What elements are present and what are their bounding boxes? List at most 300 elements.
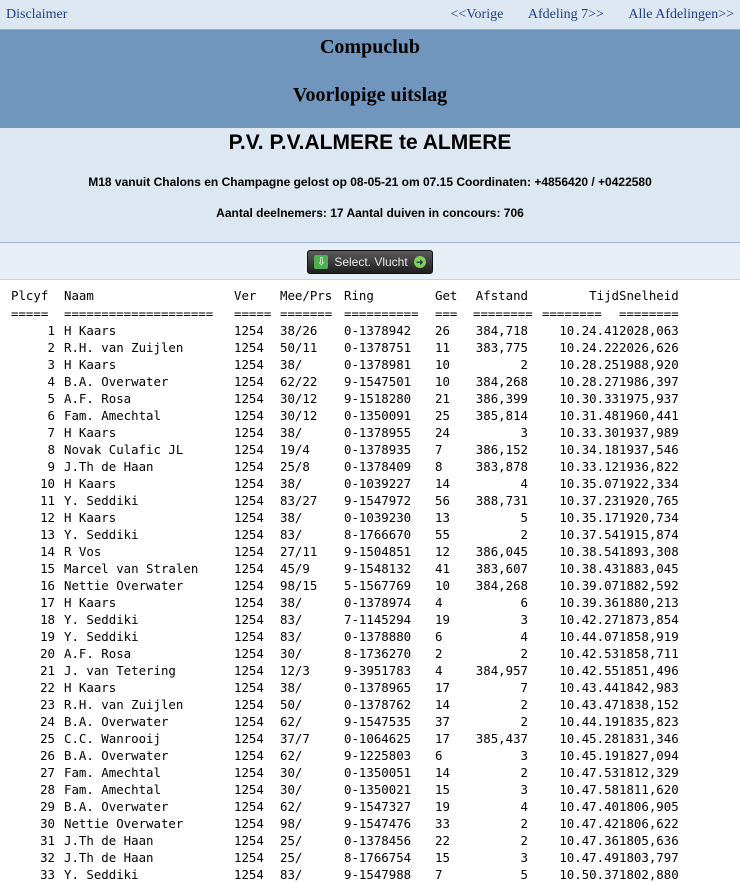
cell-mee-prs: 30/12: [280, 408, 318, 423]
cell-naam: J.Th de Haan: [64, 850, 154, 865]
cell-ver: 1254: [234, 561, 264, 576]
table-row: [11, 866, 699, 883]
separator-plcyf: =====: [11, 306, 49, 321]
cell-snelheid: 1838,152: [619, 697, 679, 712]
cell-naam: R.H. van Zuijlen: [64, 697, 184, 712]
cell-ring: 0-1378409: [344, 459, 412, 474]
cell-snelheid: 1937,546: [619, 442, 679, 457]
cell-plaats: 25: [40, 731, 55, 746]
cell-tijd: 10.47.53: [559, 765, 619, 780]
header-naam: Naam: [64, 288, 94, 303]
cell-plaats: 7: [47, 425, 55, 440]
cell-tijd: 10.24.41: [559, 323, 619, 338]
cell-afstand: 384,957: [475, 663, 528, 678]
table-row: [11, 322, 699, 339]
table-row: [11, 730, 699, 747]
cell-ver: 1254: [234, 408, 264, 423]
cell-snelheid: 1936,822: [619, 459, 679, 474]
cell-plaats: 26: [40, 748, 55, 763]
cell-tijd: 10.45.28: [559, 731, 619, 746]
cell-get: 17: [435, 680, 450, 695]
table-row: [11, 781, 699, 798]
cell-naam: H Kaars: [64, 425, 117, 440]
cell-tijd: 10.42.55: [559, 663, 619, 678]
cell-ring: 9-1504851: [344, 544, 412, 559]
cell-mee-prs: 38/: [280, 680, 303, 695]
cell-plaats: 17: [40, 595, 55, 610]
cell-ring: 9-1547988: [344, 867, 412, 882]
cell-snelheid: 1851,496: [619, 663, 679, 678]
cell-ver: 1254: [234, 527, 264, 542]
header-tijd: Tijd: [589, 288, 619, 303]
cell-get: 6: [435, 629, 443, 644]
table-row: [11, 356, 699, 373]
cell-mee-prs: 25/: [280, 850, 303, 865]
cell-afstand: 6: [520, 595, 528, 610]
cell-plaats: 5: [47, 391, 55, 406]
cell-afstand: 388,731: [475, 493, 528, 508]
header-ver: Ver: [234, 288, 257, 303]
separator-snelheid: ========: [619, 306, 679, 321]
cell-afstand: 383,607: [475, 561, 528, 576]
cell-tijd: 10.39.36: [559, 595, 619, 610]
previous-link[interactable]: <<Vorige: [450, 6, 504, 22]
cell-ring: 0-1378762: [344, 697, 412, 712]
cell-naam: Nettie Overwater: [64, 816, 184, 831]
table-header-row: [11, 280, 699, 305]
cell-naam: Y. Seddiki: [64, 867, 139, 882]
cell-mee-prs: 62/: [280, 799, 303, 814]
cell-tijd: 10.47.49: [559, 850, 619, 865]
cell-mee-prs: 38/: [280, 357, 303, 372]
cell-ring: 0-1350091: [344, 408, 412, 423]
table-row: [11, 594, 699, 611]
cell-plaats: 19: [40, 629, 55, 644]
cell-afstand: 2: [520, 357, 528, 372]
table-row: [11, 543, 699, 560]
cell-ring: 0-1350051: [344, 765, 412, 780]
cell-plaats: 9: [47, 459, 55, 474]
cell-ver: 1254: [234, 782, 264, 797]
cell-ring: 0-1064625: [344, 731, 412, 746]
cell-afstand: 386,152: [475, 442, 528, 457]
cell-tijd: 10.43.44: [559, 680, 619, 695]
cell-ring: 8-1736270: [344, 646, 412, 661]
cell-ring: 9-1547972: [344, 493, 412, 508]
cell-ring: 8-1766754: [344, 850, 412, 865]
table-row: [11, 560, 699, 577]
cell-mee-prs: 38/: [280, 476, 303, 491]
cell-ring: 9-1548132: [344, 561, 412, 576]
cell-plaats: 29: [40, 799, 55, 814]
cell-naam: A.F. Rosa: [64, 646, 132, 661]
select-flight-button[interactable]: [307, 250, 432, 274]
cell-naam: Fam. Amechtal: [64, 765, 161, 780]
cell-get: 15: [435, 782, 450, 797]
cell-snelheid: 1986,397: [619, 374, 679, 389]
cell-mee-prs: 83/: [280, 629, 303, 644]
cell-tijd: 10.39.07: [559, 578, 619, 593]
race-title: P.V. P.V.ALMERE te ALMERE: [228, 131, 512, 154]
cell-tijd: 10.37.23: [559, 493, 619, 508]
cell-get: 7: [435, 867, 443, 882]
cell-plaats: 22: [40, 680, 55, 695]
cell-plaats: 33: [40, 867, 55, 882]
table-row: [11, 526, 699, 543]
cell-afstand: 4: [520, 476, 528, 491]
table-row: [11, 611, 699, 628]
table-row: [11, 832, 699, 849]
race-info: [0, 128, 740, 243]
cell-plaats: 32: [40, 850, 55, 865]
cell-mee-prs: 83/: [280, 867, 303, 882]
cell-naam: H Kaars: [64, 323, 117, 338]
cell-plaats: 2: [47, 340, 55, 355]
cell-ring: 0-1378880: [344, 629, 412, 644]
cell-get: 19: [435, 799, 450, 814]
cell-afstand: 5: [520, 867, 528, 882]
cell-afstand: 386,399: [475, 391, 528, 406]
cell-ring: 9-1547476: [344, 816, 412, 831]
disclaimer-link[interactable]: Disclaimer: [6, 6, 68, 22]
cell-mee-prs: 30/: [280, 646, 303, 661]
cell-ver: 1254: [234, 646, 264, 661]
cell-ver: 1254: [234, 357, 264, 372]
cell-ring: 7-1145294: [344, 612, 412, 627]
cell-plaats: 28: [40, 782, 55, 797]
cell-naam: Y. Seddiki: [64, 612, 139, 627]
cell-tijd: 10.34.18: [559, 442, 619, 457]
cell-get: 19: [435, 612, 450, 627]
table-row: [11, 628, 699, 645]
cell-ring: 9-1518280: [344, 391, 412, 406]
cell-tijd: 10.42.27: [559, 612, 619, 627]
cell-naam: H Kaars: [64, 680, 117, 695]
header-afstand: Afstand: [475, 288, 528, 303]
cell-afstand: 4: [520, 799, 528, 814]
top-navigation: [0, 0, 740, 30]
cell-ver: 1254: [234, 595, 264, 610]
cell-ring: 0-1039227: [344, 476, 412, 491]
cell-naam: Marcel van Stralen: [64, 561, 199, 576]
cell-mee-prs: 62/: [280, 714, 303, 729]
cell-naam: Nettie Overwater: [64, 578, 184, 593]
cell-ver: 1254: [234, 340, 264, 355]
table-row: [11, 747, 699, 764]
cell-mee-prs: 25/: [280, 833, 303, 848]
cell-snelheid: 1806,622: [619, 816, 679, 831]
cell-plaats: 23: [40, 697, 55, 712]
cell-ver: 1254: [234, 799, 264, 814]
cell-snelheid: 1893,308: [619, 544, 679, 559]
cell-naam: H Kaars: [64, 510, 117, 525]
cell-get: 13: [435, 510, 450, 525]
table-row: [11, 475, 699, 492]
cell-afstand: 3: [520, 850, 528, 865]
cell-tijd: 10.47.42: [559, 816, 619, 831]
cell-ver: 1254: [234, 697, 264, 712]
cell-mee-prs: 27/11: [280, 544, 318, 559]
cell-afstand: 2: [520, 697, 528, 712]
cell-ver: 1254: [234, 323, 264, 338]
cell-ver: 1254: [234, 476, 264, 491]
cell-get: 55: [435, 527, 450, 542]
cell-plaats: 10: [40, 476, 55, 491]
cell-naam: H Kaars: [64, 357, 117, 372]
cell-snelheid: 1960,441: [619, 408, 679, 423]
cell-tijd: 10.37.54: [559, 527, 619, 542]
club-header: [0, 30, 740, 128]
header-snelheid: Snelheid: [619, 288, 679, 303]
cell-get: 17: [435, 731, 450, 746]
cell-mee-prs: 38/: [280, 510, 303, 525]
cell-get: 25: [435, 408, 450, 423]
cell-get: 41: [435, 561, 450, 576]
header-get: Get: [435, 288, 458, 303]
cell-plaats: 8: [47, 442, 55, 457]
cell-get: 10: [435, 578, 450, 593]
cell-get: 37: [435, 714, 450, 729]
separator-naam: ====================: [64, 306, 214, 321]
cell-snelheid: 1922,334: [619, 476, 679, 491]
cell-ver: 1254: [234, 391, 264, 406]
cell-get: 21: [435, 391, 450, 406]
cell-mee-prs: 98/15: [280, 578, 318, 593]
cell-ring: 0-1378456: [344, 833, 412, 848]
cell-naam: J.Th de Haan: [64, 459, 154, 474]
cell-ver: 1254: [234, 578, 264, 593]
cell-get: 6: [435, 748, 443, 763]
cell-plaats: 20: [40, 646, 55, 661]
cell-snelheid: 1858,711: [619, 646, 679, 661]
cell-ring: 0-1378981: [344, 357, 412, 372]
arrow-right-icon: ➜: [414, 256, 426, 268]
cell-ver: 1254: [234, 374, 264, 389]
table-separator-row: [11, 305, 699, 322]
cell-mee-prs: 83/: [280, 527, 303, 542]
cell-get: 10: [435, 374, 450, 389]
table-row: [11, 815, 699, 832]
cell-plaats: 4: [47, 374, 55, 389]
table-row: [11, 509, 699, 526]
cell-get: 11: [435, 340, 450, 355]
cell-ring: 0-1378751: [344, 340, 412, 355]
cell-naam: A.F. Rosa: [64, 391, 132, 406]
cell-afstand: 3: [520, 748, 528, 763]
table-row: [11, 645, 699, 662]
cell-snelheid: 1988,920: [619, 357, 679, 372]
cell-afstand: 2: [520, 527, 528, 542]
cell-snelheid: 1827,094: [619, 748, 679, 763]
cell-mee-prs: 19/4: [280, 442, 310, 457]
table-row: [11, 577, 699, 594]
cell-tijd: 10.42.53: [559, 646, 619, 661]
cell-mee-prs: 62/: [280, 748, 303, 763]
cell-ver: 1254: [234, 867, 264, 882]
cell-afstand: 385,814: [475, 408, 528, 423]
cell-naam: Y. Seddiki: [64, 629, 139, 644]
cell-tijd: 10.50.37: [559, 867, 619, 882]
results-subtitle: Voorlopige uitslag: [292, 84, 448, 106]
cell-get: 2: [435, 646, 443, 661]
cell-mee-prs: 38/: [280, 425, 303, 440]
cell-ver: 1254: [234, 850, 264, 865]
cell-tijd: 10.24.22: [559, 340, 619, 355]
cell-plaats: 11: [40, 493, 55, 508]
cell-naam: B.A. Overwater: [64, 374, 169, 389]
separator-get: ===: [435, 306, 458, 321]
next-department-link[interactable]: Afdeling 7>>: [527, 6, 604, 22]
header-plcyf: Plcyf: [11, 288, 49, 303]
cell-tijd: 10.43.47: [559, 697, 619, 712]
table-row: [11, 764, 699, 781]
cell-naam: J.Th de Haan: [64, 833, 154, 848]
cell-ring: 9-1225803: [344, 748, 412, 763]
cell-ring: 5-1567769: [344, 578, 412, 593]
cell-afstand: 2: [520, 816, 528, 831]
cell-afstand: 384,268: [475, 578, 528, 593]
cell-afstand: 3: [520, 782, 528, 797]
cell-plaats: 18: [40, 612, 55, 627]
cell-tijd: 10.44.19: [559, 714, 619, 729]
cell-plaats: 3: [47, 357, 55, 372]
cell-naam: C.C. Wanrooij: [64, 731, 161, 746]
cell-tijd: 10.47.58: [559, 782, 619, 797]
cell-get: 14: [435, 697, 450, 712]
cell-ring: 9-3951783: [344, 663, 412, 678]
cell-plaats: 14: [40, 544, 55, 559]
cell-ring: 9-1547501: [344, 374, 412, 389]
cell-tijd: 10.30.33: [559, 391, 619, 406]
cell-naam: Fam. Amechtal: [64, 408, 161, 423]
table-row: [11, 798, 699, 815]
cell-mee-prs: 38/26: [280, 323, 318, 338]
cell-tijd: 10.47.36: [559, 833, 619, 848]
cell-mee-prs: 30/: [280, 782, 303, 797]
cell-snelheid: 1880,213: [619, 595, 679, 610]
cell-ver: 1254: [234, 459, 264, 474]
cell-snelheid: 1802,880: [619, 867, 679, 882]
cell-snelheid: 1835,823: [619, 714, 679, 729]
cell-snelheid: 1873,854: [619, 612, 679, 627]
cell-naam: Fam. Amechtal: [64, 782, 161, 797]
cell-ring: 0-1039230: [344, 510, 412, 525]
cell-afstand: 2: [520, 646, 528, 661]
cell-snelheid: 1915,874: [619, 527, 679, 542]
cell-plaats: 30: [40, 816, 55, 831]
cell-get: 33: [435, 816, 450, 831]
cell-snelheid: 1920,734: [619, 510, 679, 525]
cell-ring: 0-1378955: [344, 425, 412, 440]
cell-plaats: 1: [47, 323, 55, 338]
cell-get: 7: [435, 442, 443, 457]
cell-snelheid: 1882,592: [619, 578, 679, 593]
cell-snelheid: 1811,620: [619, 782, 679, 797]
cell-ver: 1254: [234, 510, 264, 525]
cell-afstand: 7: [520, 680, 528, 695]
cell-ring: 9-1547535: [344, 714, 412, 729]
cell-ring: 0-1378935: [344, 442, 412, 457]
cell-ring: 0-1378942: [344, 323, 412, 338]
cell-ver: 1254: [234, 680, 264, 695]
cell-ver: 1254: [234, 442, 264, 457]
cell-afstand: 2: [520, 765, 528, 780]
cell-get: 4: [435, 663, 443, 678]
cell-afstand: 3: [520, 425, 528, 440]
cell-ring: 8-1766670: [344, 527, 412, 542]
cell-mee-prs: 37/7: [280, 731, 310, 746]
cell-get: 22: [435, 833, 450, 848]
cell-plaats: 24: [40, 714, 55, 729]
cell-naam: J. van Tetering: [64, 663, 176, 678]
separator-ver: =====: [234, 306, 272, 321]
cell-mee-prs: 62/22: [280, 374, 318, 389]
flight-details: M18 vanuit Chalons en Champagne gelost op 08-05-21 om 07.15 Coordinaten: +4856420 / +0422580: [88, 175, 652, 189]
cell-snelheid: 1831,346: [619, 731, 679, 746]
cell-snelheid: 1937,989: [619, 425, 679, 440]
header-mee: Mee/Prs: [280, 288, 333, 303]
cell-ver: 1254: [234, 663, 264, 678]
cell-tijd: 10.47.40: [559, 799, 619, 814]
cell-get: 14: [435, 476, 450, 491]
cell-afstand: 384,268: [475, 374, 528, 389]
results-table: [11, 280, 699, 883]
cell-get: 15: [435, 850, 450, 865]
nav-links: [429, 7, 734, 23]
cell-snelheid: 1858,919: [619, 629, 679, 644]
cell-mee-prs: 83/27: [280, 493, 318, 508]
cell-snelheid: 1803,797: [619, 850, 679, 865]
cell-get: 56: [435, 493, 450, 508]
cell-snelheid: 1812,329: [619, 765, 679, 780]
table-row: [11, 373, 699, 390]
cell-ver: 1254: [234, 493, 264, 508]
cell-naam: R.H. van Zuijlen: [64, 340, 184, 355]
cell-tijd: 10.28.27: [559, 374, 619, 389]
table-row: [11, 713, 699, 730]
cell-tijd: 10.44.07: [559, 629, 619, 644]
cell-tijd: 10.45.19: [559, 748, 619, 763]
cell-snelheid: 1806,905: [619, 799, 679, 814]
cell-tijd: 10.28.25: [559, 357, 619, 372]
cell-afstand: 383,878: [475, 459, 528, 474]
header-ring: Ring: [344, 288, 374, 303]
cell-plaats: 12: [40, 510, 55, 525]
cell-plaats: 13: [40, 527, 55, 542]
cell-tijd: 10.33.12: [559, 459, 619, 474]
cell-plaats: 27: [40, 765, 55, 780]
cell-ver: 1254: [234, 425, 264, 440]
cell-afstand: 384,718: [475, 323, 528, 338]
cell-ver: 1254: [234, 714, 264, 729]
cell-get: 8: [435, 459, 443, 474]
cell-tijd: 10.35.17: [559, 510, 619, 525]
cell-afstand: 2: [520, 714, 528, 729]
cell-afstand: 383,775: [475, 340, 528, 355]
cell-ring: 0-1350021: [344, 782, 412, 797]
table-row: [11, 390, 699, 407]
all-departments-link[interactable]: Alle Afdelingen>>: [628, 6, 734, 22]
cell-ver: 1254: [234, 612, 264, 627]
cell-ver: 1254: [234, 544, 264, 559]
cell-plaats: 31: [40, 833, 55, 848]
cell-get: 24: [435, 425, 450, 440]
cell-get: 10: [435, 357, 450, 372]
cell-tijd: 10.35.07: [559, 476, 619, 491]
cell-afstand: 4: [520, 629, 528, 644]
cell-afstand: 2: [520, 833, 528, 848]
cell-tijd: 10.33.30: [559, 425, 619, 440]
